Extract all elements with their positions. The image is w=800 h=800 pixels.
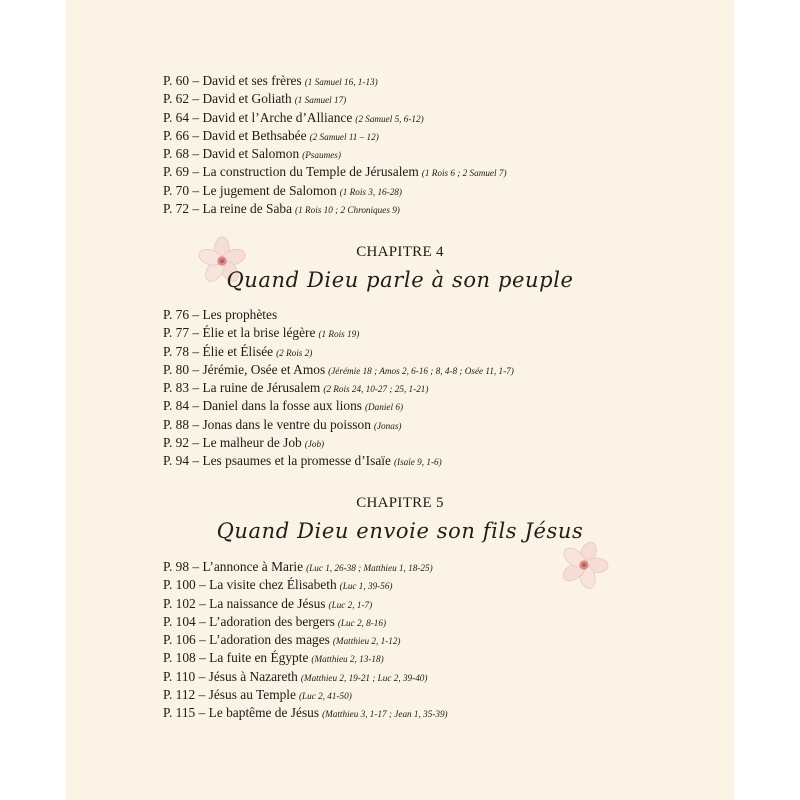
chapter-label: CHAPITRE 5 bbox=[356, 495, 444, 511]
entry-reference: (1 Samuel 17) bbox=[294, 95, 347, 106]
toc-entry bbox=[163, 668, 448, 686]
entry-reference: (2 Samuel 11 – 12) bbox=[309, 131, 379, 142]
entry-title: P. 108 – La fuite en Égypte bbox=[163, 650, 309, 666]
entry-reference: (1 Rois 10 ; 2 Chroniques 9) bbox=[295, 205, 400, 216]
entry-title: P. 68 – David et Salomon bbox=[163, 146, 300, 162]
toc-list-chapter-4 bbox=[163, 306, 514, 471]
toc-entry bbox=[163, 397, 514, 415]
entry-title: P. 102 – La naissance de Jésus bbox=[163, 595, 326, 611]
toc-entry bbox=[163, 109, 507, 127]
entry-title: P. 104 – L’adoration des bergers bbox=[163, 613, 335, 629]
entry-reference: (Job) bbox=[304, 439, 325, 450]
toc-entry bbox=[163, 649, 448, 667]
entry-reference: (2 Rois 24, 10-27 ; 25, 1-21) bbox=[323, 384, 429, 395]
entry-reference: (Matthieu 2, 19-21 ; Luc 2, 39-40) bbox=[300, 672, 428, 683]
toc-entry bbox=[163, 182, 507, 200]
entry-title: P. 76 – Les prophètes bbox=[163, 307, 278, 322]
entry-reference: (Jonas) bbox=[373, 420, 402, 431]
toc-page bbox=[66, 0, 734, 800]
entry-title: P. 98 – L’annonce à Marie bbox=[163, 559, 304, 574]
toc-entry bbox=[163, 631, 448, 649]
entry-reference: (Daniel 6) bbox=[364, 402, 403, 413]
entry-reference: (1 Rois 3, 16-28) bbox=[339, 186, 402, 197]
entry-title: P. 72 – La reine de Saba bbox=[163, 201, 293, 217]
entry-reference: (Luc 1, 26-38 ; Matthieu 1, 18-25) bbox=[306, 563, 433, 573]
toc-entry bbox=[163, 145, 507, 163]
toc-entry bbox=[163, 200, 507, 218]
entry-title: P. 69 – La construction du Temple de Jérusalem bbox=[163, 164, 419, 180]
toc-entry bbox=[163, 576, 448, 594]
entry-reference: (Matthieu 3, 1-17 ; Jean 1, 35-39) bbox=[322, 709, 448, 720]
toc-entry bbox=[163, 343, 514, 361]
entry-reference: (Jérémie 18 ; Amos 2, 6-16 ; 8, 4-8 ; Osée 11, 1-7) bbox=[328, 365, 514, 376]
entry-title: P. 80 – Jérémie, Osée et Amos bbox=[163, 361, 326, 377]
toc-entry bbox=[163, 613, 448, 631]
toc-entry bbox=[163, 452, 514, 470]
entry-title: P. 115 – Le baptême de Jésus bbox=[163, 705, 320, 721]
entry-reference: (Luc 2, 8-16) bbox=[337, 617, 387, 628]
chapter-title: Quand Dieu parle à son peuple bbox=[226, 268, 574, 292]
entry-reference: (Matthieu 2, 1-12) bbox=[332, 636, 401, 647]
toc-entry bbox=[163, 72, 507, 90]
toc-list-chapter-5 bbox=[163, 558, 448, 723]
entry-reference: (Psaumes) bbox=[302, 150, 341, 161]
entry-reference: (1 Rois 19) bbox=[318, 329, 360, 340]
entry-title: P. 88 – Jonas dans le ventre du poisson bbox=[163, 416, 371, 432]
entry-title: P. 70 – Le jugement de Salomon bbox=[163, 182, 337, 198]
entry-title: P. 64 – David et l’Arche d’Alliance bbox=[163, 109, 353, 125]
entry-title: P. 100 – La visite chez Élisabeth bbox=[163, 577, 337, 593]
entry-title: P. 112 – Jésus au Temple bbox=[163, 687, 296, 703]
entry-title: P. 110 – Jésus à Nazareth bbox=[163, 668, 298, 684]
entry-reference: (Luc 1, 39-56) bbox=[339, 581, 393, 592]
toc-entry bbox=[163, 704, 448, 722]
toc-entry bbox=[163, 306, 514, 324]
entry-reference: (1 Rois 6 ; 2 Samuel 7) bbox=[421, 168, 507, 179]
entry-title: P. 78 – Élie et Élisée bbox=[163, 343, 274, 359]
entry-title: P. 66 – David et Bethsabée bbox=[163, 127, 307, 143]
entry-title: P. 94 – Les psaumes et la promesse d’Isaïe bbox=[163, 453, 391, 469]
entry-title: P. 62 – David et Goliath bbox=[163, 91, 292, 107]
toc-entry bbox=[163, 163, 507, 181]
flower-icon bbox=[556, 540, 612, 590]
entry-title: P. 60 – David et ses frères bbox=[163, 73, 302, 88]
toc-entry bbox=[163, 90, 507, 108]
toc-entry bbox=[163, 127, 507, 145]
entry-reference: (2 Samuel 5, 6-12) bbox=[355, 113, 424, 124]
entry-title: P. 84 – Daniel dans la fosse aux lions bbox=[163, 398, 362, 414]
entry-title: P. 83 – La ruine de Jérusalem bbox=[163, 380, 321, 396]
entry-title: P. 77 – Élie et la brise légère bbox=[163, 325, 316, 341]
toc-entry bbox=[163, 379, 514, 397]
toc-entry bbox=[163, 361, 514, 379]
toc-list-chapter-3 bbox=[163, 72, 507, 218]
entry-reference: (2 Rois 2) bbox=[276, 347, 313, 358]
chapter-title: Quand Dieu envoie son fils Jésus bbox=[216, 519, 584, 543]
toc-entry bbox=[163, 595, 448, 613]
entry-reference: (Luc 2, 41-50) bbox=[298, 691, 352, 702]
toc-entry bbox=[163, 686, 448, 704]
entry-title: P. 106 – L’adoration des mages bbox=[163, 632, 330, 648]
chapter-label: CHAPITRE 4 bbox=[356, 244, 444, 260]
toc-entry bbox=[163, 416, 514, 434]
toc-entry bbox=[163, 434, 514, 452]
entry-reference: (Isaïe 9, 1-6) bbox=[393, 457, 442, 468]
toc-entry bbox=[163, 558, 448, 576]
toc-entry bbox=[163, 324, 514, 342]
entry-reference: (1 Samuel 16, 1-13) bbox=[304, 77, 378, 87]
entry-reference: (Matthieu 2, 13-18) bbox=[311, 654, 384, 665]
entry-title: P. 92 – Le malheur de Job bbox=[163, 435, 302, 451]
entry-reference: (Luc 2, 1-7) bbox=[328, 599, 373, 610]
